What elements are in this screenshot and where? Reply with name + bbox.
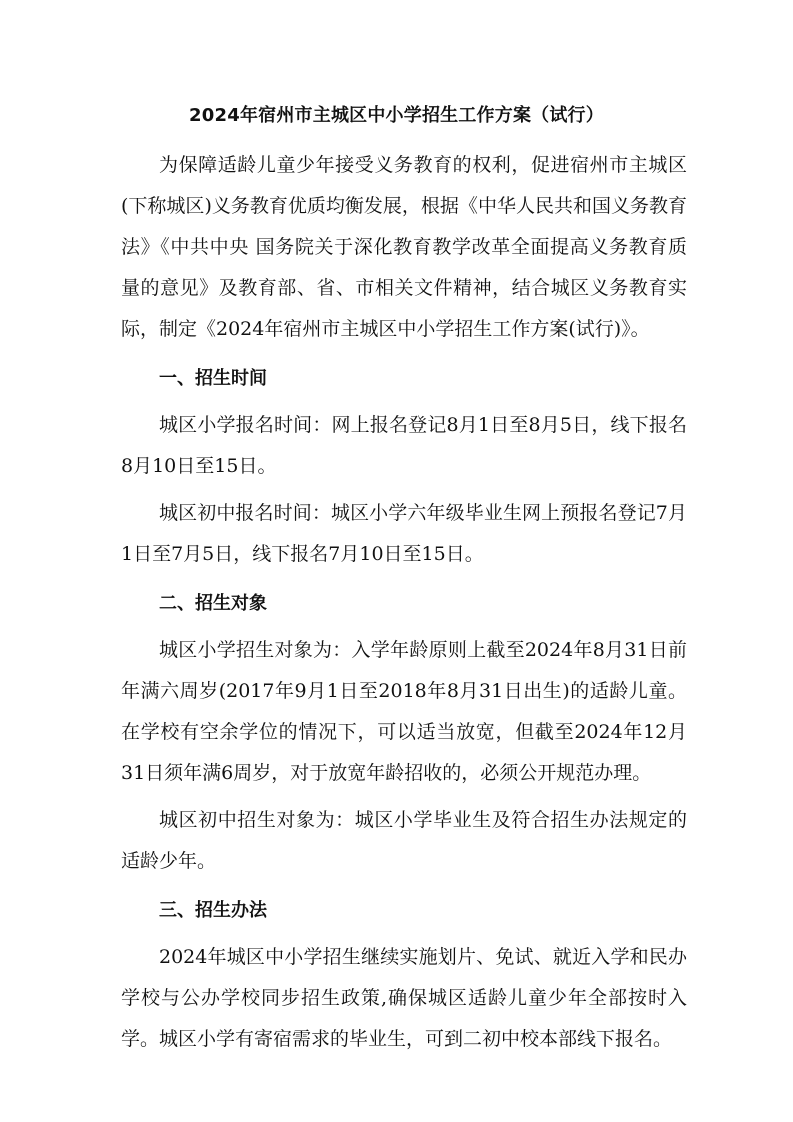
document-body xyxy=(121,145,687,1060)
section-heading-enrollment-targets: 二、招生对象 xyxy=(159,593,267,614)
middle-registration-paragraph: 城区初中报名时间：城区小学六年级毕业生网上预报名登记7月1日至7月5日，线下报名7月10日至15日。 xyxy=(121,502,687,565)
enrollment-methods-paragraph: 2024年城区中小学招生继续实施划片、免试、就近入学和民办学校与公办学校同步招生政策,确保城区适龄儿童少年全部按时入学。城区小学有寄宿需求的毕业生，可到二初中校本部线下报名。 xyxy=(121,946,687,1050)
section-heading-enrollment-methods: 三、招生办法 xyxy=(159,900,267,921)
section-heading-enrollment-time: 一、招生时间 xyxy=(159,368,267,389)
document-title: 2024年宿州市主城区中小学招生工作方案（试行） xyxy=(189,105,604,126)
primary-targets-paragraph: 城区小学招生对象为：入学年龄原则上截至2024年8月31日前年满六周岁(2017年9月1日至2018年8月31日出生)的适龄儿童。在学校有空余学位的情况下，可以适当放宽，但截至2024年12月31日须年满6周岁，对于放宽年龄招收的，必须公开规范办理。 xyxy=(121,639,687,784)
primary-registration-paragraph: 城区小学报名时间：网上报名登记8月1日至8月5日，线下报名8月10日至15日。 xyxy=(121,414,687,477)
middle-targets-paragraph: 城区初中招生对象为：城区小学毕业生及符合招生办法规定的适龄少年。 xyxy=(121,809,687,872)
intro-paragraph: 为保障适龄儿童少年接受义务教育的权利，促进宿州市主城区(下称城区)义务教育优质均衡发展，根据《中华人民共和国义务教育法》《中共中央 国务院关于深化教育教学改革全面提高义务教育质量的意见》及教育部、省、市相关文件精神，结合城区义务教育实际，制定《2024年宿州市主城区中小学招生工作方案(试行)》。 xyxy=(121,154,687,340)
